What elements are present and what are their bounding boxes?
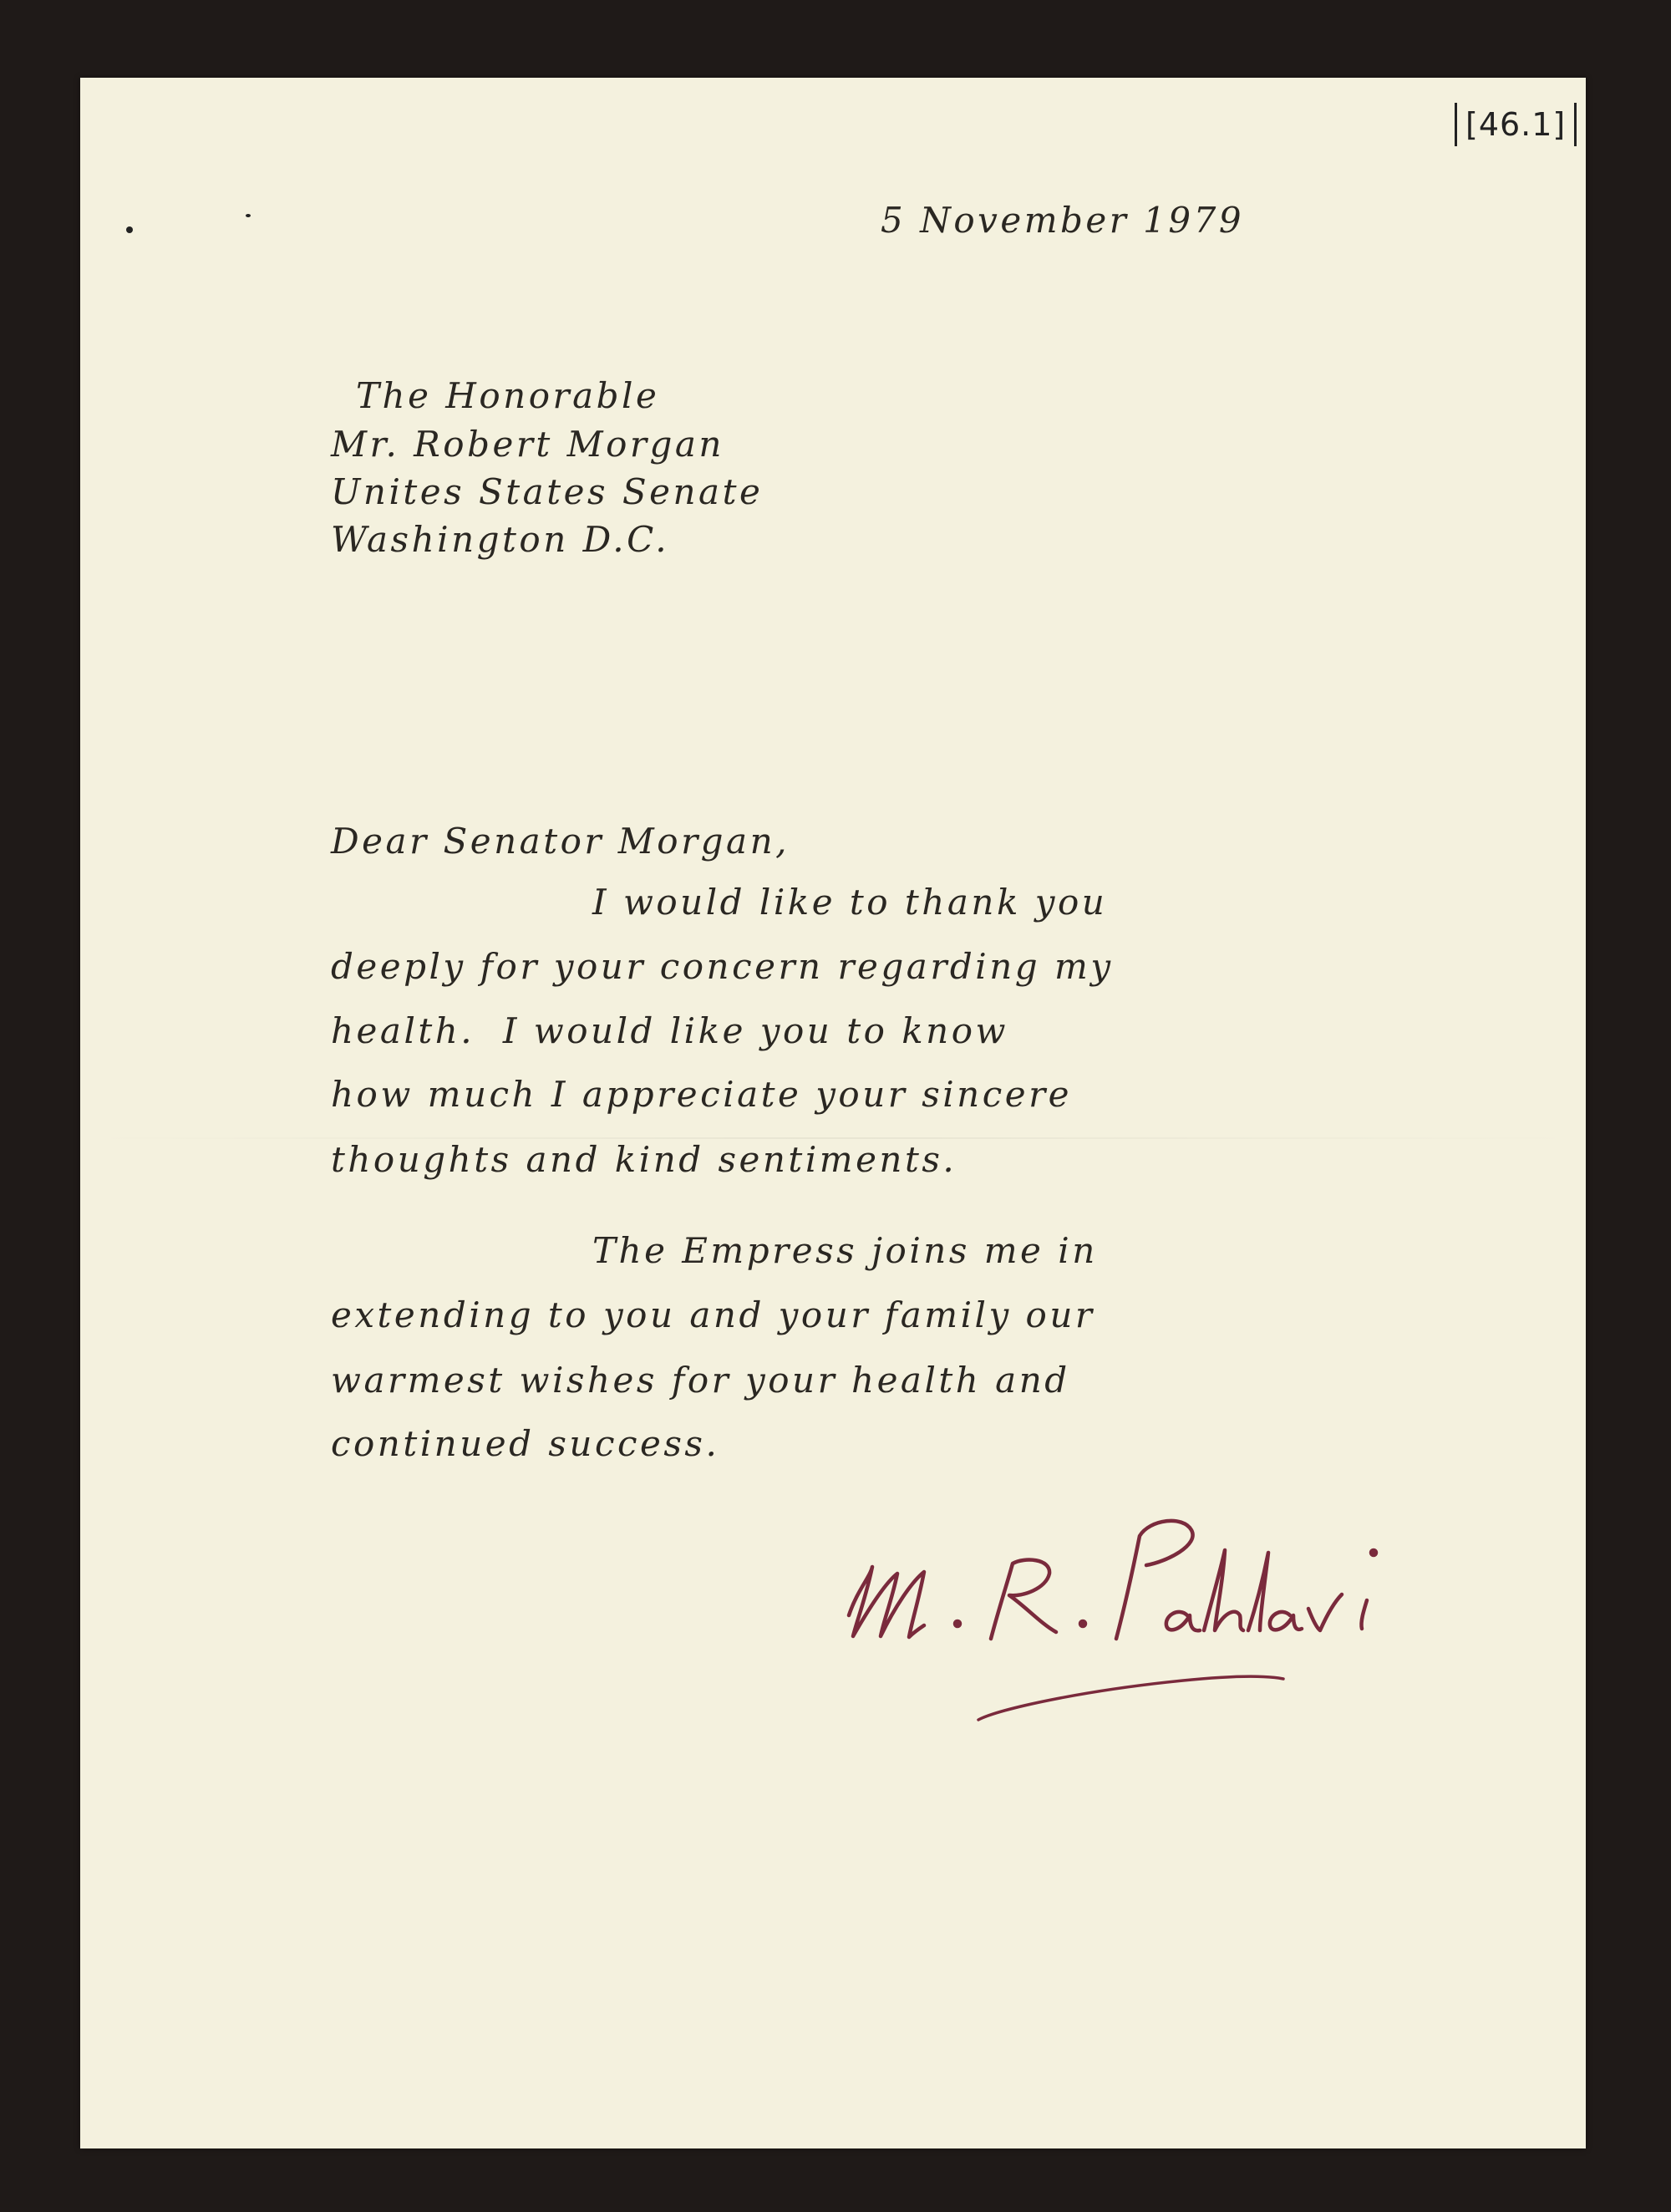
punch-mark-small — [246, 214, 251, 217]
body-line: The Empress joins me in — [592, 1230, 1098, 1271]
address-line: Washington D.C. — [331, 519, 670, 560]
address-line: Unites States Senate — [331, 471, 764, 512]
address-line: The Honorable — [356, 375, 660, 416]
letter-date: 5 November 1979 — [881, 200, 1245, 241]
body-line: health. I would like you to know — [331, 1010, 1008, 1051]
salutation: Dear Senator Morgan, — [331, 821, 790, 862]
body-line: extending to you and your family our — [331, 1294, 1095, 1335]
body-line: thoughts and kind sentiments. — [331, 1139, 957, 1180]
body-line: warmest wishes for your health and — [331, 1360, 1070, 1401]
body-line: I would like to thank you — [592, 882, 1108, 923]
archive-label: [46.1] — [1455, 103, 1577, 146]
address-line: Mr. Robert Morgan — [331, 424, 724, 465]
body-line: how much I appreciate your sincere — [331, 1074, 1073, 1115]
body-line: deeply for your concern regarding my — [331, 946, 1114, 987]
handwritten-signature — [832, 1490, 1434, 1741]
punch-mark — [126, 226, 133, 233]
letter-page — [80, 78, 1586, 2148]
body-line: continued success. — [331, 1423, 720, 1464]
